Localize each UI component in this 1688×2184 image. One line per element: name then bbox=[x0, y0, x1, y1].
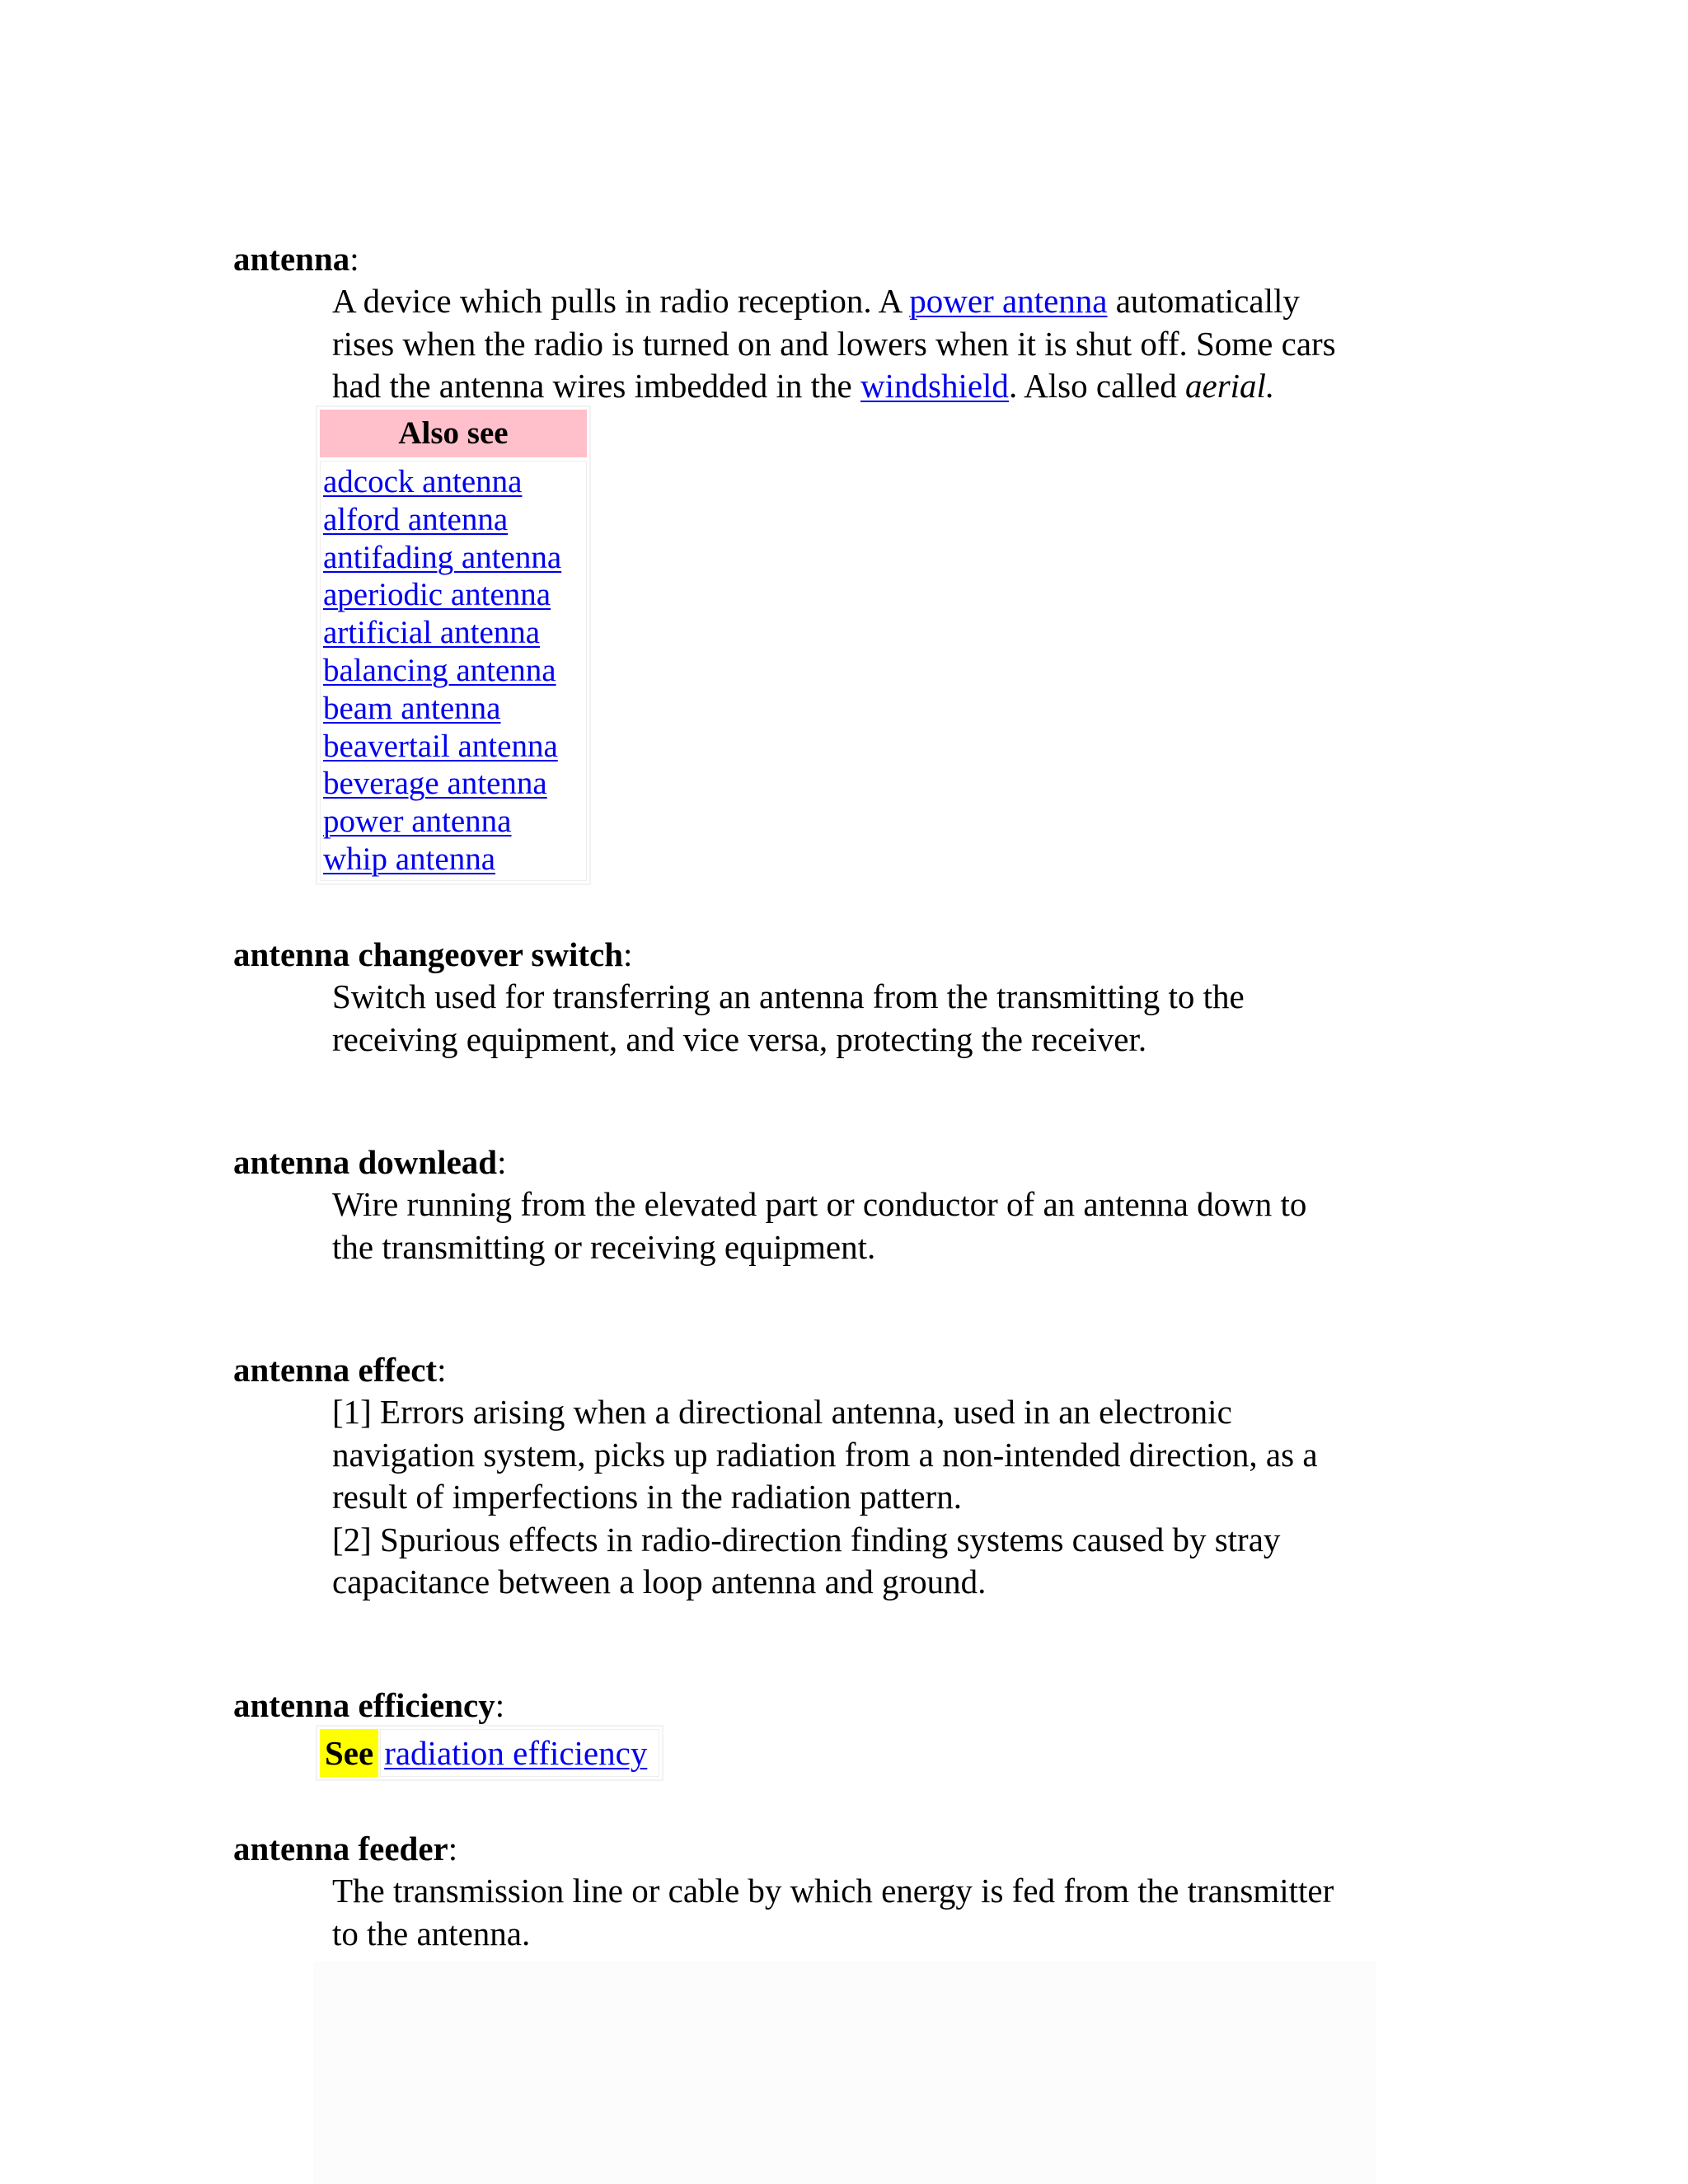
also-see-link-alford-antenna[interactable]: alford antenna bbox=[323, 501, 509, 537]
link-windshield[interactable]: windshield bbox=[860, 367, 1009, 405]
entry-antenna bbox=[233, 237, 1470, 408]
definition-line: result of imperfections in the radiation pattern. bbox=[332, 1478, 962, 1516]
term-colon: : bbox=[437, 1351, 447, 1389]
definition-text: had the antenna wires imbedded in the bbox=[332, 367, 860, 405]
definition-line: rises when the radio is turned on and lowers when it is shut off. Some cars bbox=[332, 324, 1336, 363]
entry-antenna-efficiency bbox=[233, 1684, 1470, 1727]
term-heading bbox=[233, 1684, 1470, 1727]
definition-text: . Also called bbox=[1008, 367, 1186, 405]
definition bbox=[332, 976, 1470, 1061]
definition-line: [2] Spurious effects in radio-direction finding systems caused by stray bbox=[332, 1520, 1281, 1558]
definition bbox=[332, 280, 1470, 408]
faint-background-column bbox=[313, 1961, 1376, 2184]
definition-line: the transmitting or receiving equipment. bbox=[332, 1227, 876, 1266]
term-text: antenna downlead bbox=[233, 1143, 498, 1181]
also-see-box bbox=[316, 405, 591, 885]
term-heading bbox=[233, 1827, 1470, 1870]
definition bbox=[332, 1870, 1470, 1955]
term-heading bbox=[233, 1348, 1470, 1391]
term-heading bbox=[233, 237, 1470, 280]
definition-text: A device which pulls in radio reception. A bbox=[332, 282, 910, 320]
also-see-link-antifading-antenna[interactable]: antifading antenna bbox=[323, 539, 562, 575]
term-heading bbox=[233, 933, 1470, 976]
definition-line: receiving equipment, and vice versa, protecting the receiver. bbox=[332, 1019, 1147, 1058]
term-colon: : bbox=[495, 1686, 505, 1724]
term-text: antenna effect bbox=[233, 1351, 438, 1389]
term-heading bbox=[233, 1141, 1470, 1183]
link-power-antenna[interactable]: power antenna bbox=[909, 282, 1108, 320]
entry-antenna-feeder bbox=[233, 1827, 1470, 1955]
definition bbox=[332, 1183, 1470, 1268]
definition bbox=[332, 1391, 1470, 1604]
definition-line: to the antenna. bbox=[332, 1914, 531, 1952]
term-text: antenna efficiency bbox=[233, 1686, 495, 1724]
also-see-link-adcock-antenna[interactable]: adcock antenna bbox=[323, 464, 523, 499]
definition-line bbox=[332, 280, 1470, 323]
definition-line: The transmission line or cable by which energy is fed from the transmitter bbox=[332, 1872, 1334, 1910]
see-label: See bbox=[320, 1729, 378, 1777]
entry-antenna-downlead bbox=[233, 1141, 1470, 1268]
see-reference-box bbox=[316, 1725, 663, 1781]
also-see-link-power-antenna[interactable]: power antenna bbox=[323, 804, 512, 840]
also-see-header: Also see bbox=[320, 410, 587, 457]
entry-antenna-changeover-switch bbox=[233, 933, 1470, 1061]
definition-line bbox=[332, 365, 1470, 408]
see-target-cell bbox=[380, 1729, 659, 1777]
term-text: antenna feeder bbox=[233, 1830, 448, 1868]
also-see-link-beverage-antenna[interactable]: beverage antenna bbox=[323, 766, 547, 802]
term-colon: : bbox=[349, 240, 359, 278]
term-colon: : bbox=[448, 1830, 458, 1868]
definition-line: Switch used for transferring an antenna from the transmitting to the bbox=[332, 977, 1245, 1015]
link-radiation-efficiency[interactable]: radiation efficiency bbox=[384, 1734, 648, 1772]
term-colon: : bbox=[497, 1143, 507, 1181]
also-see-list bbox=[320, 461, 587, 881]
definition-italic-term: aerial. bbox=[1185, 367, 1275, 405]
also-see-link-whip-antenna[interactable]: whip antenna bbox=[323, 841, 496, 877]
definition-line: Wire running from the elevated part or conductor of an antenna down to bbox=[332, 1185, 1307, 1223]
also-see-link-artificial-antenna[interactable]: artificial antenna bbox=[323, 615, 541, 651]
entry-antenna-effect bbox=[233, 1348, 1470, 1604]
term-text: antenna bbox=[233, 240, 350, 278]
definition-line: capacitance between a loop antenna and ground. bbox=[332, 1563, 987, 1601]
definition-line: navigation system, picks up radiation from a non-intended direction, as a bbox=[332, 1435, 1318, 1474]
also-see-link-beam-antenna[interactable]: beam antenna bbox=[323, 690, 501, 726]
definition-text: automatically bbox=[1107, 282, 1300, 320]
definition-line: [1] Errors arising when a directional antenna, used in an electronic bbox=[332, 1393, 1232, 1431]
also-see-link-beavertail-antenna[interactable]: beavertail antenna bbox=[323, 728, 558, 764]
also-see-link-balancing-antenna[interactable]: balancing antenna bbox=[323, 652, 556, 688]
term-colon: : bbox=[623, 935, 633, 973]
also-see-link-aperiodic-antenna[interactable]: aperiodic antenna bbox=[323, 577, 551, 613]
term-text: antenna changeover switch bbox=[233, 935, 624, 973]
